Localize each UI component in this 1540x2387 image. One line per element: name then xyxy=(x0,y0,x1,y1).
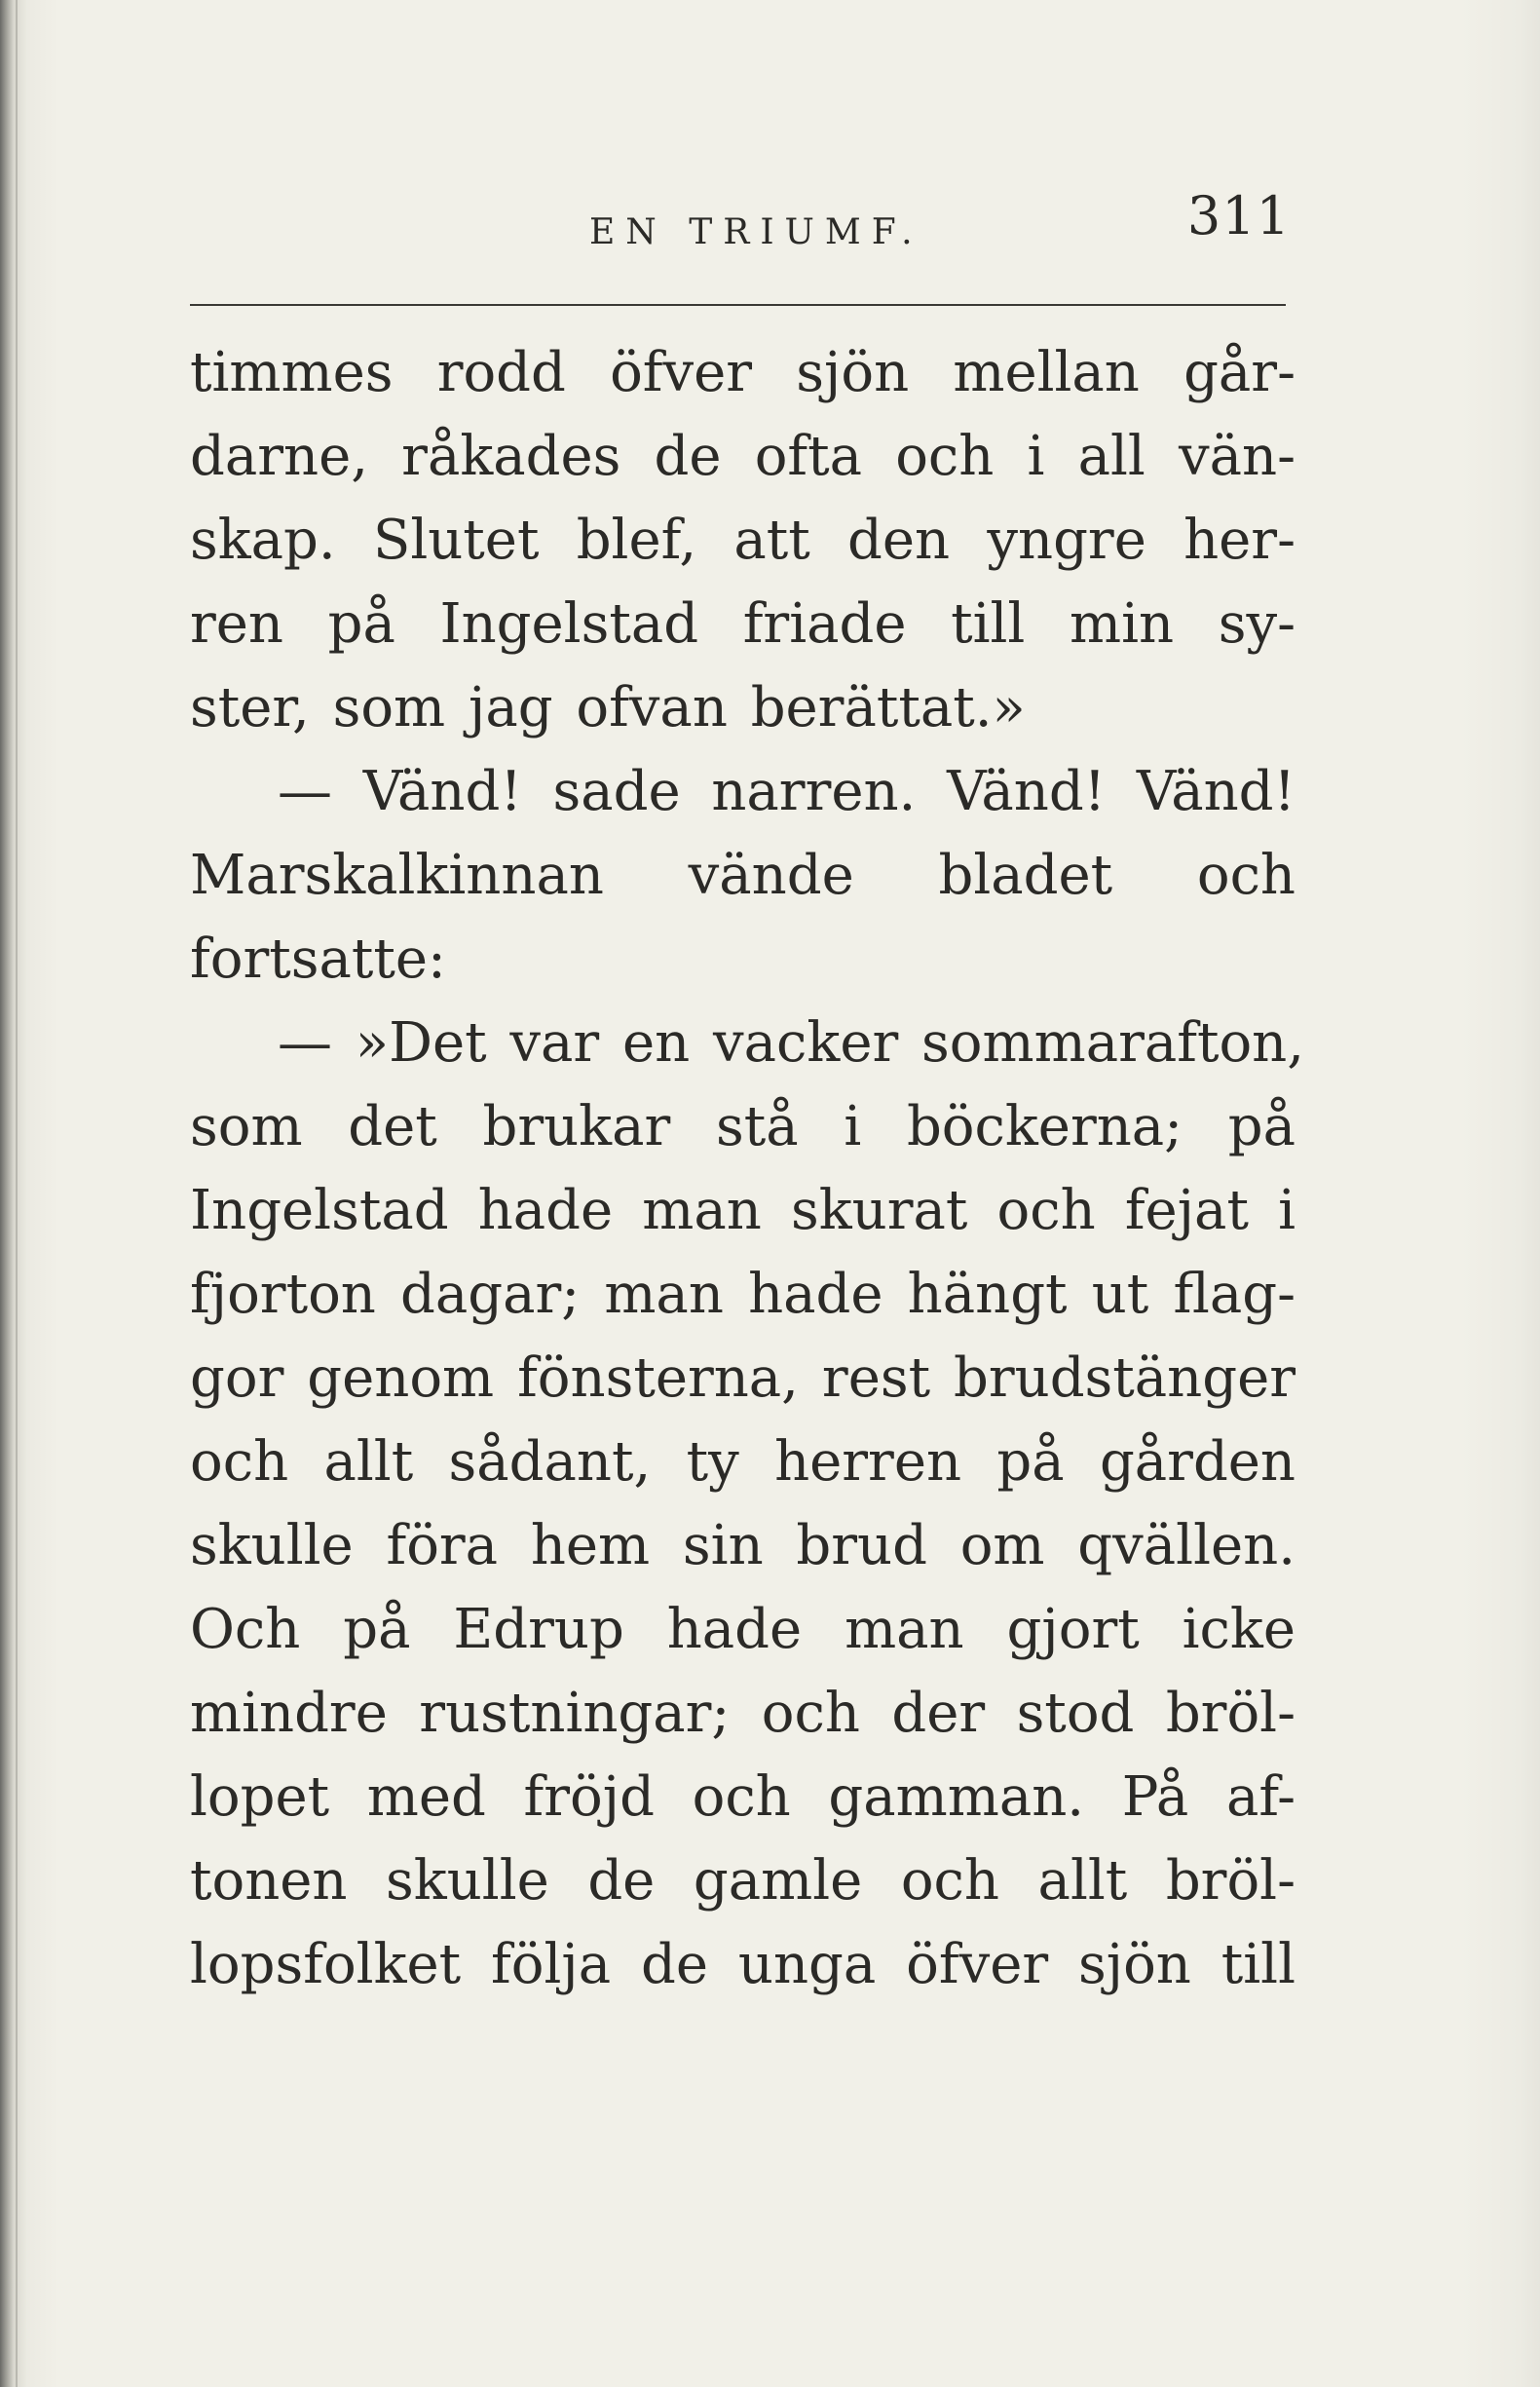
text-line: Och på Edrup hade man gjort icke xyxy=(190,1598,1296,1661)
text-line: fjorton dagar; man hade hängt ut flag- xyxy=(190,1263,1296,1326)
text-line: skulle föra hem sin brud om qvällen. xyxy=(190,1514,1296,1577)
text-line: Marskalkinnan vände bladet och xyxy=(190,844,1296,907)
text-line: lopsfolket följa de unga öfver sjön till xyxy=(190,1933,1296,1996)
body-text xyxy=(190,331,1305,2007)
text-line: ster, som jag ofvan berättat.» xyxy=(190,676,1026,739)
text-line: darne, råkades de ofta och i all vän- xyxy=(190,425,1296,488)
text-line: timmes rodd öfver sjön mellan går- xyxy=(190,341,1296,404)
page-number: 311 xyxy=(1186,185,1291,246)
text-line: tonen skulle de gamle och allt bröl- xyxy=(190,1849,1296,1913)
text-line: — Vänd! sade narren. Vänd! Vänd! xyxy=(278,760,1296,823)
running-title: EN TRIUMF. xyxy=(589,212,923,252)
header-rule xyxy=(190,304,1286,306)
text-line: fortsatte: xyxy=(190,928,446,991)
text-line: lopet med fröjd och gamman. På af- xyxy=(190,1765,1296,1829)
text-line: — »Det var en vacker sommarafton, xyxy=(278,1011,1305,1075)
text-line: skap. Slutet blef, att den yngre her- xyxy=(190,509,1296,572)
text-line: gor genom fönsterna, rest brudstänger xyxy=(190,1346,1296,1410)
page-header xyxy=(190,185,1291,263)
text-line: och allt sådant, ty herren på gården xyxy=(190,1430,1296,1494)
text-line: Ingelstad hade man skurat och fejat i xyxy=(190,1179,1296,1242)
page-gutter xyxy=(16,0,18,2387)
text-line: som det brukar stå i böckerna; på xyxy=(190,1095,1296,1158)
text-line: mindre rustningar; och der stod bröl- xyxy=(190,1682,1296,1745)
text-line: ren på Ingelstad friade till min sy- xyxy=(190,592,1296,656)
